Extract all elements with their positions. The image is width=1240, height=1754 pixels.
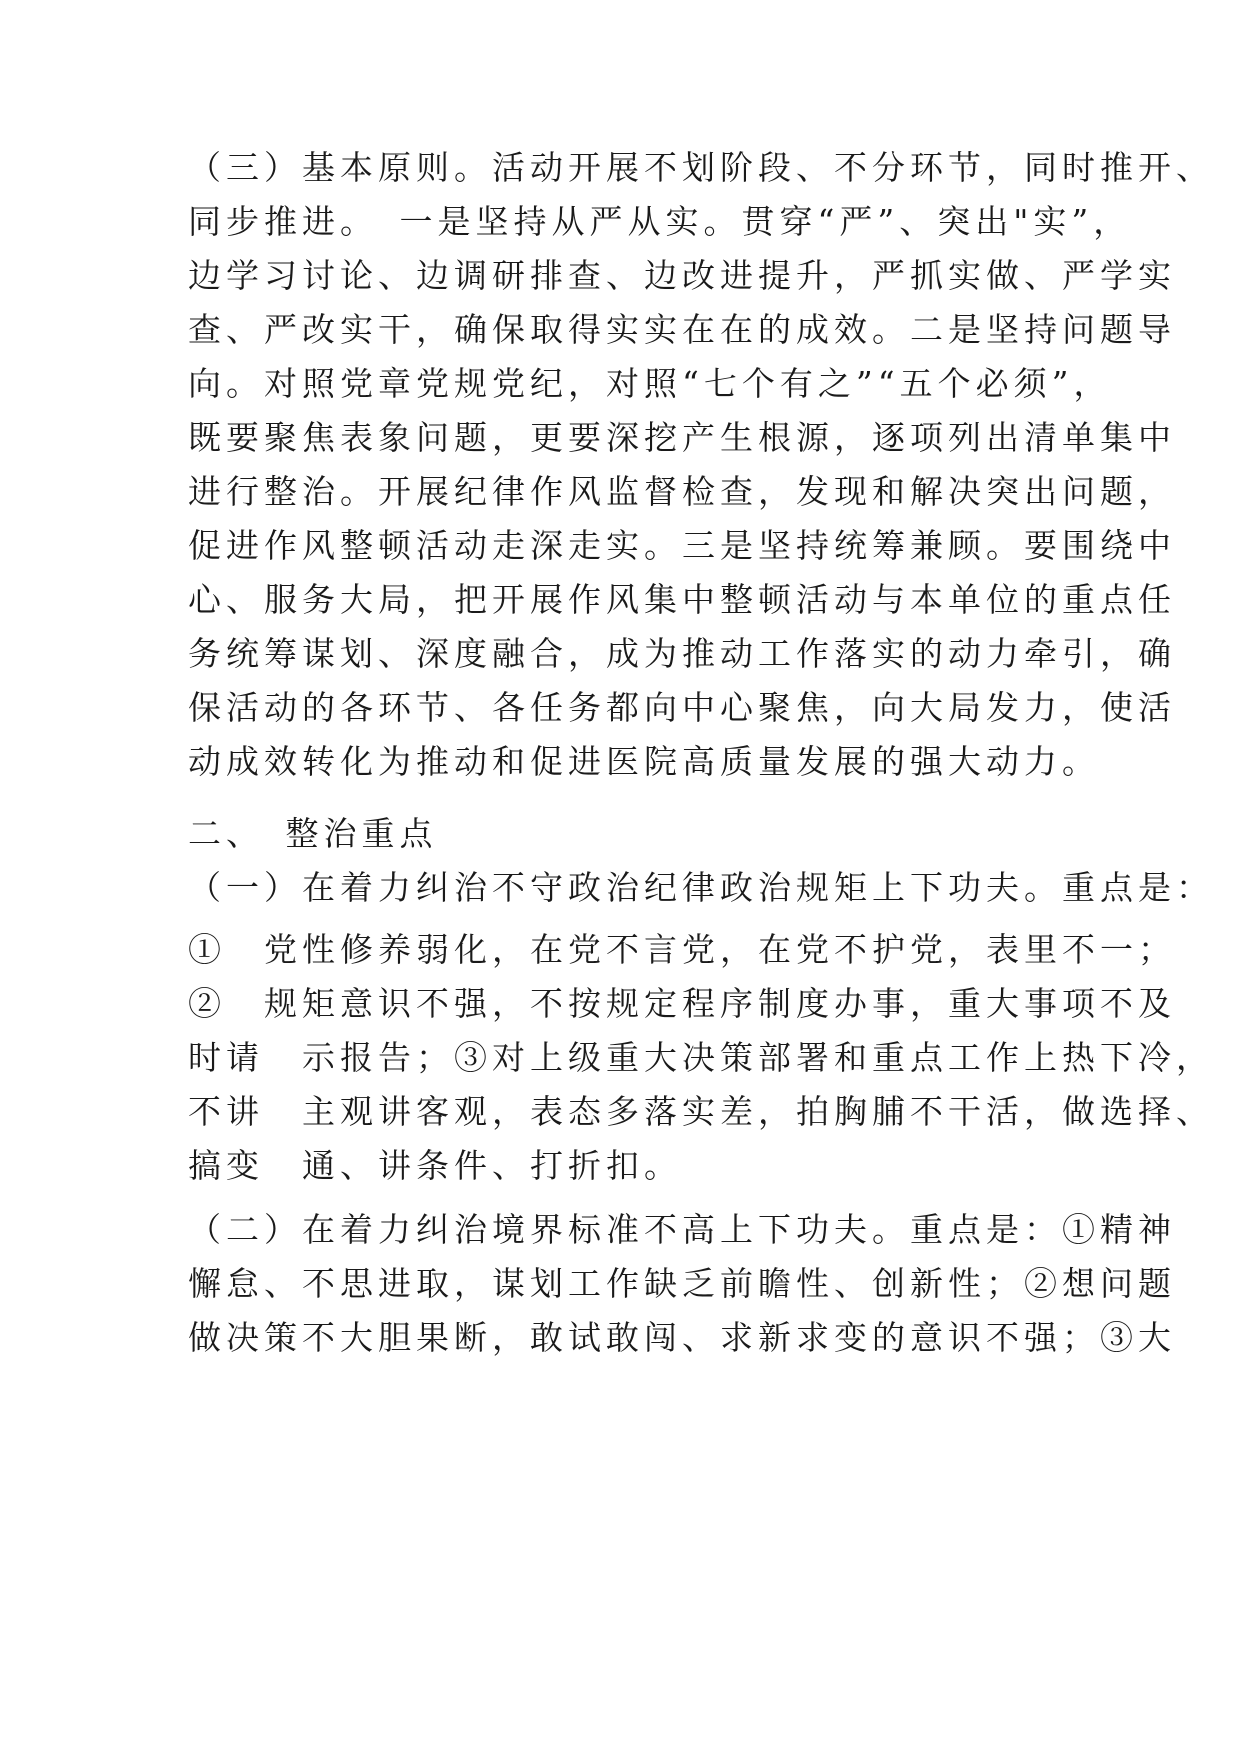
text-line: 务统筹谋划、深度融合，成为推动工作落实的动力牵引，确 [188,634,1176,673]
text-line: （三）基本原则。活动开展不划阶段、不分环节，同时推开、 [188,148,1214,187]
text-line: 既要聚焦表象问题，更要深挖产生根源，逐项列出清单集中 [188,418,1176,457]
text-line: 搞变 通、讲条件、打折扣。 [188,1146,682,1185]
text-line: ② 规矩意识不强，不按规定程序制度办事，重大事项不及 [188,984,1176,1023]
text-line: 促进作风整顿活动走深走实。三是坚持统筹兼顾。要围绕中 [188,526,1176,565]
text-line: （一）在着力纠治不守政治纪律政治规矩上下功夫。重点是： [188,868,1214,907]
text-line: 向。对照党章党规党纪，对照“七个有之”“五个必须”， [188,364,1112,403]
text-line: 时请 示报告；③对上级重大决策部署和重点工作上热下冷， [188,1038,1214,1077]
text-line: 不讲 主观讲客观，表态多落实差，拍胸脯不干活，做选择、 [188,1092,1214,1131]
text-line: 查、严改实干，确保取得实实在在的成效。二是坚持问题导 [188,310,1176,349]
text-line: 边学习讨论、边调研排查、边改进提升，严抓实做、严学实 [188,256,1176,295]
text-line: 保活动的各环节、各任务都向中心聚焦，向大局发力，使活 [188,688,1176,727]
text-line: （二）在着力纠治境界标准不高上下功夫。重点是：①精神 [188,1210,1176,1249]
text-line: 做决策不大胆果断，敢试敢闯、求新求变的意识不强；③大 [188,1318,1176,1357]
text-line: 进行整治。开展纪律作风监督检查，发现和解决突出问题， [188,472,1176,511]
text-line: ① 党性修养弱化，在党不言党，在党不护党，表里不一； [188,930,1176,969]
text-line: 同步推进。 一是坚持从严从实。贯穿“严”、突出"实”， [188,202,1132,241]
text-line: 懈怠、不思进取，谋划工作缺乏前瞻性、创新性；②想问题 [188,1264,1176,1303]
text-line: 动成效转化为推动和促进医院高质量发展的强大动力。 [188,742,1100,781]
section-heading: 二、 整治重点 [188,814,438,853]
text-line: 心、服务大局，把开展作风集中整顿活动与本单位的重点任 [188,580,1176,619]
